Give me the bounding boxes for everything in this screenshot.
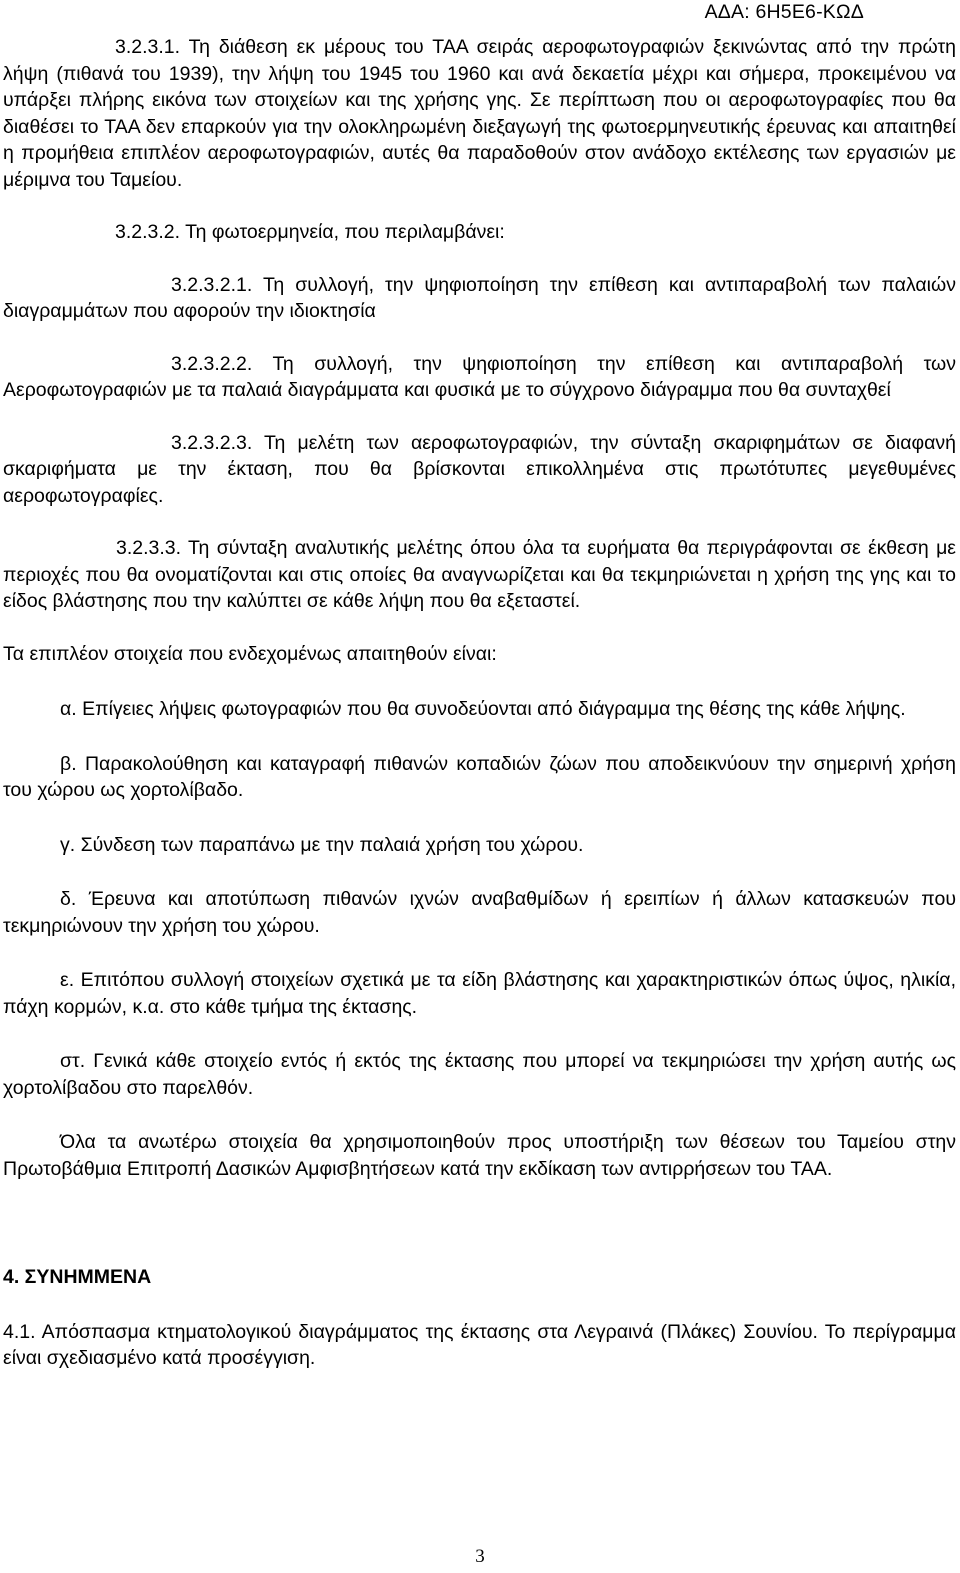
page-number: 3 xyxy=(475,1546,485,1567)
list-item-stigma: στ. Γενικά κάθε στοιχείο εντός ή εκτός της έκτασης που μπορεί να τεκμηριώσει την χρήση αυτής ως χορτολίβαδου στο παρελθόν. xyxy=(3,1050,956,1099)
paragraph-3-2-3-2: 3.2.3.2. Τη φωτοερμηνεία, που περιλαμβάνει: xyxy=(115,221,505,243)
paragraph-3-2-3-3: 3.2.3.3. Τη σύνταξη αναλυτικής μελέτης όπου όλα τα ευρήματα θα περιγράφονται σε έκθεση με περιοχές που θα ονοματίζονται και στις οποίες θα αναγνωρίζεται και θα τεκμηριώνεται η χρήση της γης και το είδος βλάστησης που την καλύπτει σε κάθε λήψη που θα εξεταστεί. xyxy=(3,537,956,612)
closing-paragraph: Όλα τα ανωτέρω στοιχεία θα χρησιμοποιηθούν προς υποστήριξη των θέσεων του Ταμείου στην Πρωτοβάθμια Επιτροπή Δασικών Αμφισβητήσεων κατά την εκδίκαση των αντιρρήσεων του ΤΑΑ. xyxy=(3,1131,956,1180)
attachment-4-1: 4.1. Απόσπασμα κτηματολογικού διαγράμματος της έκτασης στα Λεγραινά (Πλάκες) Σουνίου. Το περίγραμμα είναι σχεδιασμένο κατά προσέγγιση. xyxy=(3,1320,956,1369)
list-item-gamma: γ. Σύνδεση των παραπάνω με την παλαιά χρήση του χώρου. xyxy=(60,833,584,856)
section-heading-attachments: 4. ΣΥΝΗΜΜΕΝΑ xyxy=(3,1266,152,1288)
paragraph-3-2-3-2-3: 3.2.3.2.3. Τη μελέτη των αεροφωτογραφιών, την σύνταξη σκαριφημάτων σε διαφανή σκαριφήματα με την έκταση, που θα βρίσκονται επικολλημένα στις πρωτότυπες μεγεθυμένες αεροφωτογραφίες. xyxy=(3,431,956,507)
list-item-beta: β. Παρακολούθηση και καταγραφή πιθανών κοπαδιών ζώων που αποδεικνύουν την σημερινή χρήση του χώρου ως χορτολίβαδο. xyxy=(3,752,956,801)
paragraph-3-2-3-2-1: 3.2.3.2.1. Τη συλλογή, την ψηφιοποίηση την επίθεση και αντιπαραβολή των παλαιών διαγραμμάτων που αφορούν την ιδιοκτησία xyxy=(3,273,956,322)
list-item-alpha: α. Επίγειες λήψεις φωτογραφιών που θα συνοδεύονται από διάγραμμα της θέσης της κάθε λήψης. xyxy=(60,698,906,720)
paragraph-3-2-3-2-2: 3.2.3.2.2. Τη συλλογή, την ψηφιοποίηση την επίθεση και αντιπαραβολή των Αεροφωτογραφιών με τα παλαιά διαγράμματα και φυσικά με το σύγχρονο διάγραμμα που θα συνταχθεί xyxy=(3,352,956,401)
ada-identifier: ΑΔΑ: 6Η5Ε6-ΚΩΔ xyxy=(704,1,864,23)
list-item-delta: δ. Έρευνα και αποτύπωση πιθανών ιχνών αναβαθμίδων ή ερειπίων ή άλλων κατασκευών που τεκμηριώνουν την χρήση του χώρου. xyxy=(3,888,956,937)
paragraph-3-2-3-1: 3.2.3.1. Τη διάθεση εκ μέρους του ΤΑΑ σειράς αεροφωτογραφιών ξεκινώντας από την πρώτη λήψη (πιθανά του 1939), την λήψη του 1945 του 1960 και ανά δεκαετία μέχρι και σήμερα, προκειμένου να υπάρξει πλήρης εικόνα των στοιχείων και της χρήσης γης. Σε περίπτωση που οι αεροφωτογραφίες που θα διαθέσει το ΤΑΑ δεν επαρκούν για την ολοκληρωμένη διεξαγωγή της φωτοερμηνευτικής έρευνας και απαιτηθεί η προμήθεια επιπλέον αεροφωτογραφιών, αυτές θα παραδοθούν στον ανάδοχο εκτέλεσης των εργασιών με μέριμνα του Ταμείου. xyxy=(3,36,956,191)
list-item-epsilon: ε. Επιτόπου συλλογή στοιχείων σχετικά με τα είδη βλάστησης και χαρακτηριστικών όπως ύψος, ηλικία, πάχη κορμών, κ.α. στο κάθε τμήμα της έκτασης. xyxy=(3,969,956,1018)
document-body xyxy=(3,34,956,1372)
additional-items-intro: Τα επιπλέον στοιχεία που ενδεχομένως απαιτηθούν είναι: xyxy=(3,642,497,665)
